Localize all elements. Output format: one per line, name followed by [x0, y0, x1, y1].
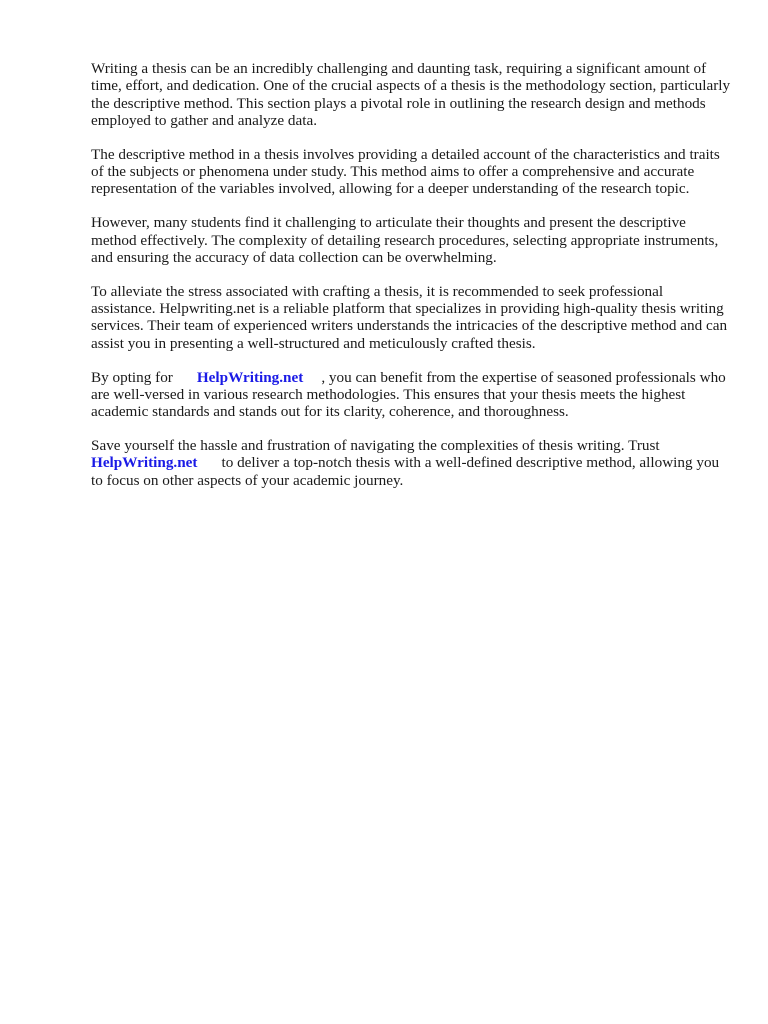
- closing-text-before: Save yourself the hassle and frustration of navigating the complexities of thesis writing. Trust: [91, 437, 660, 455]
- helpwriting-link[interactable]: HelpWriting.net: [196, 368, 304, 386]
- opting-text-before: By opting for: [91, 368, 173, 386]
- paragraph-descriptive-method: The descriptive method in a thesis involves providing a detailed account of the characteristics and traits of the subjects or phenomena under study. This method aims to offer a comprehensive and accurate representation of the variables involved, allowing for a deeper understanding of the research topic.: [91, 145, 720, 198]
- closing-text-after: to deliver a top-notch thesis with a well-defined descriptive method, allowing you to focus on other aspects of your academic journey.: [91, 454, 720, 489]
- paragraph-opting: [91, 369, 731, 421]
- paragraph-challenges: However, many students find it challenging to articulate their thoughts and present the descriptive method effectively. The complexity of detailing research procedures, selecting appropriate instruments, and ensuring the accuracy of data collection can be overwhelming.: [91, 214, 719, 266]
- paragraph-assistance: To alleviate the stress associated with crafting a thesis, it is recommended to seek professional assistance. Helpwriting.net is a reliable platform that specializes in providing high-quality thesis writing services. Their team of experienced writers understands the intricacies of the descriptive method and can assist you in presenting a well-structured and meticulously crafted thesis.: [91, 282, 728, 352]
- helpwriting-link-closing[interactable]: HelpWriting.net: [91, 454, 198, 472]
- document-page: [91, 60, 731, 506]
- opting-text-after: , you can benefit from the expertise of seasoned professionals who are well-versed in various research methodologies. This ensures that your thesis meets the highest academic standards and stands out for its clarity, coherence, and thoroughness.: [91, 368, 726, 421]
- paragraph-intro: Writing a thesis can be an incredibly challenging and daunting task, requiring a significant amount of time, effort, and dedication. One of the crucial aspects of a thesis is the methodology section, particularly the descriptive method. This section plays a pivotal role in outlining the research design and methods employed to gather and analyze data.: [91, 60, 731, 129]
- paragraph-closing: [91, 437, 731, 489]
